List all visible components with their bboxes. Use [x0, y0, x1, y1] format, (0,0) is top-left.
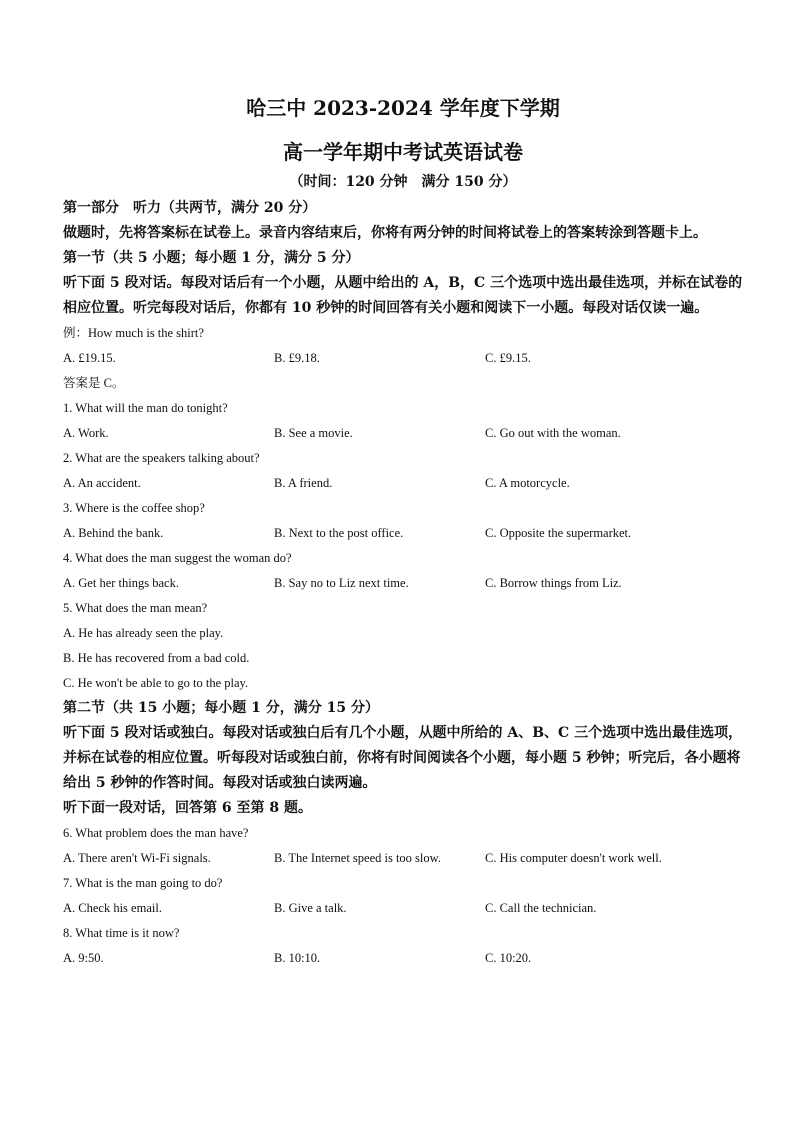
option-b: B. Next to the post office. [274, 526, 404, 540]
question-5-option-b: B. He has recovered from a bad cold. [63, 651, 250, 665]
option-a: A. £19.15. [63, 351, 116, 365]
question-8: 8. What time is it now? [63, 926, 180, 940]
group-prompt: 听下面一段对话，回答第 6 至第 8 题。 [63, 800, 312, 816]
option-a: A. Behind the bank. [63, 526, 164, 540]
question-5: 5. What does the man mean? [63, 601, 208, 615]
section1-instruction: 听下面 5 段对话。每段对话后有一个小题，从题中给出的 A，B，C 三个选项中选出最佳选项，并标在试卷的相应位置。听完每段对话后，你都有 10 秒钟的时间回答有关小题和阅读下一小题。每段对话仅读一遍。 [63, 275, 743, 316]
question-6-options [63, 846, 743, 871]
option-b: B. 10:10. [274, 951, 321, 965]
option-c: C. His computer doesn't work well. [485, 851, 662, 865]
question-1: 1. What will the man do tonight? [63, 401, 228, 415]
question-7-options [63, 896, 743, 921]
exam-title-line1: 哈三中 2023-2024 学年度下学期 [246, 96, 560, 120]
question-4-options [63, 571, 743, 596]
option-b: B. Say no to Liz next time. [274, 576, 409, 590]
option-c: C. A motorcycle. [485, 476, 570, 490]
question-5-option-a: A. He has already seen the play. [63, 626, 224, 640]
question-6: 6. What problem does the man have? [63, 826, 249, 840]
exam-content [63, 196, 743, 971]
part1-heading: 第一部分 听力（共两节，满分 20 分） [63, 200, 317, 216]
option-a: A. An accident. [63, 476, 141, 490]
option-c: C. Go out with the woman. [485, 426, 621, 440]
question-3: 3. Where is the coffee shop? [63, 501, 205, 515]
option-b: B. Give a talk. [274, 901, 347, 915]
question-7: 7. What is the man going to do? [63, 876, 223, 890]
option-c: C. Borrow things from Liz. [485, 576, 622, 590]
option-a: A. 9:50. [63, 951, 104, 965]
question-3-options [63, 521, 743, 546]
option-c: C. 10:20. [485, 951, 532, 965]
question-5-option-c: C. He won't be able to go to the play. [63, 676, 249, 690]
option-a: A. Get her things back. [63, 576, 179, 590]
question-2: 2. What are the speakers talking about? [63, 451, 260, 465]
option-c: C. Call the technician. [485, 901, 597, 915]
part1-instruction: 做题时，先将答案标在试卷上。录音内容结束后，你将有两分钟的时间将试卷上的答案转涂到答题卡上。 [63, 225, 707, 241]
section2-instruction: 听下面 5 段对话或独白。每段对话或独白后有几个小题，从题中所给的 A、B、C 三个选项中选出最佳选项，并标在试卷的相应位置。听每段对话或独白前，你将有时间阅读各个小题，每小题 5 秒钟；听完后，各小题将给出 5 秒钟的作答时间。每段对话或独白读两遍。 [63, 725, 743, 791]
section1-heading: 第一节（共 5 小题；每小题 1 分，满分 5 分） [63, 250, 360, 266]
exam-subtitle: （时间：120 分钟 满分 150 分） [289, 174, 517, 190]
option-a: A. Work. [63, 426, 109, 440]
question-4: 4. What does the man suggest the woman do? [63, 551, 292, 565]
exam-title-line2: 高一学年期中考试英语试卷 [283, 140, 523, 164]
option-b: B. See a movie. [274, 426, 353, 440]
section2-heading: 第二节（共 15 小题；每小题 1 分，满分 15 分） [63, 700, 379, 716]
example-question: 例：How much is the shirt? [63, 326, 204, 340]
option-b: B. A friend. [274, 476, 333, 490]
option-c: C. Opposite the supermarket. [485, 526, 632, 540]
option-a: A. There aren't Wi-Fi signals. [63, 851, 211, 865]
question-1-options [63, 421, 743, 446]
option-b: B. £9.18. [274, 351, 320, 365]
option-c: C. £9.15. [485, 351, 531, 365]
option-b: B. The Internet speed is too slow. [274, 851, 441, 865]
question-2-options [63, 471, 743, 496]
example-answer: 答案是 C。 [63, 376, 125, 390]
option-a: A. Check his email. [63, 901, 162, 915]
question-8-options [63, 946, 743, 971]
example-options [63, 346, 743, 371]
